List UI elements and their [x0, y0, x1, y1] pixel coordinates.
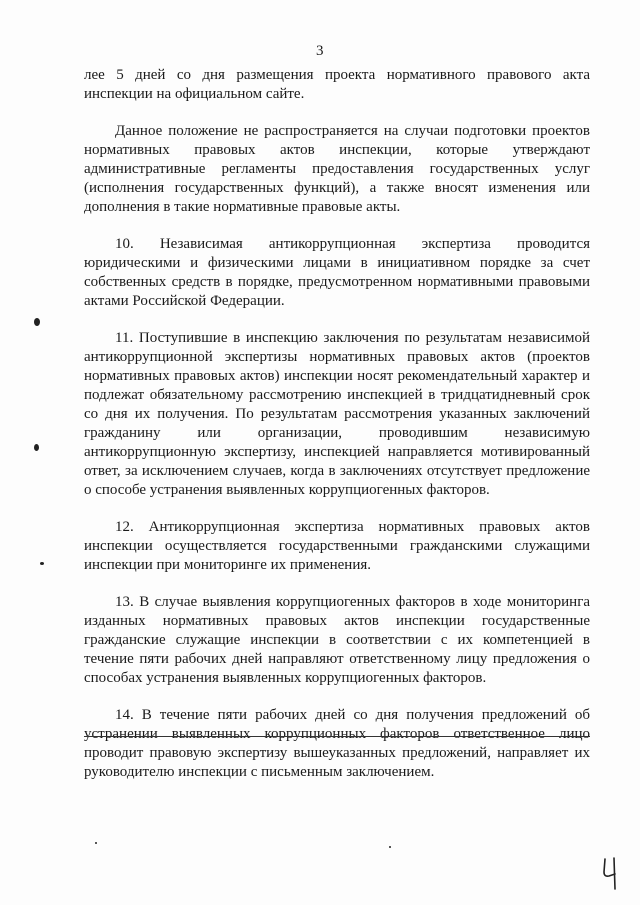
scan-dot-mark — [34, 444, 39, 451]
page-number: 3 — [316, 43, 324, 59]
paragraph-exception: Данное положение не распространяется на случаи подготовки проектов нормативных правовых актов инспекции, которые утверждают административные регламенты предоставления государственных услуг (исполнения государственных функций), а также вносят изменения или дополнения в такие нормативные правовые акты. — [84, 123, 590, 215]
scan-dot-mark — [34, 318, 40, 326]
paragraph-13: 13. В случае выявления коррупциогенных факторов в ходе мониторинга изданных нормативных правовых актов инспекции государственные гражданские служащие инспекции в соответствии с их компетенцией в течение пяти рабочих дней направляют ответственному лицу предложения о способах устранения выявленных коррупциогенных факторов. — [84, 594, 590, 686]
handwritten-page-mark — [600, 856, 622, 892]
paragraph-11: 11. Поступившие в инспекцию заключения по результатам независимой антикоррупционной экспертизы нормативных правовых актов (проектов нормативных правовых актов) инспекции носят рекомендательный характер и подлежат обязательному рассмотрению инспекцией в тридцатидневный срок со дня их получения. По результатам рассмотрения указанных заключений гражданину или организации, проводившим независимую антикоррупционную экспертизу, инспекцией направляется мотивированный ответ, за исключением случаев, когда в заключениях отсутствует предложение о способе устранения выявленных коррупциогенных факторов. — [84, 330, 590, 498]
paragraph-14: 14. В течение пяти рабочих дней со дня получения предложений об устранении выявленных коррупционных факторов ответственное лицо проводит правовую экспертизу вышеуказанных предложений, направляет их руководителю инспекции с письменным заключением. — [84, 707, 590, 780]
footer-divider-line — [84, 736, 590, 737]
paragraph-10: 10. Независимая антикоррупционная экспертиза проводится юридическими и физическими лицами в инициативном порядке за счет собственных средств в порядке, предусмотренном нормативными правовыми актами Российской Федерации. — [84, 236, 590, 309]
scan-speck-mark — [389, 846, 391, 848]
scan-dot-mark — [40, 562, 44, 565]
paragraph-12: 12. Антикоррупционная экспертиза нормативных правовых актов инспекции осуществляется государственными гражданскими служащими инспекции при мониторинге их применения. — [84, 519, 590, 573]
document-body — [84, 66, 590, 782]
paragraph-continuation: лее 5 дней со дня размещения проекта нормативного правового акта инспекции на официальном сайте. — [84, 67, 590, 102]
scan-speck-mark — [95, 842, 97, 844]
